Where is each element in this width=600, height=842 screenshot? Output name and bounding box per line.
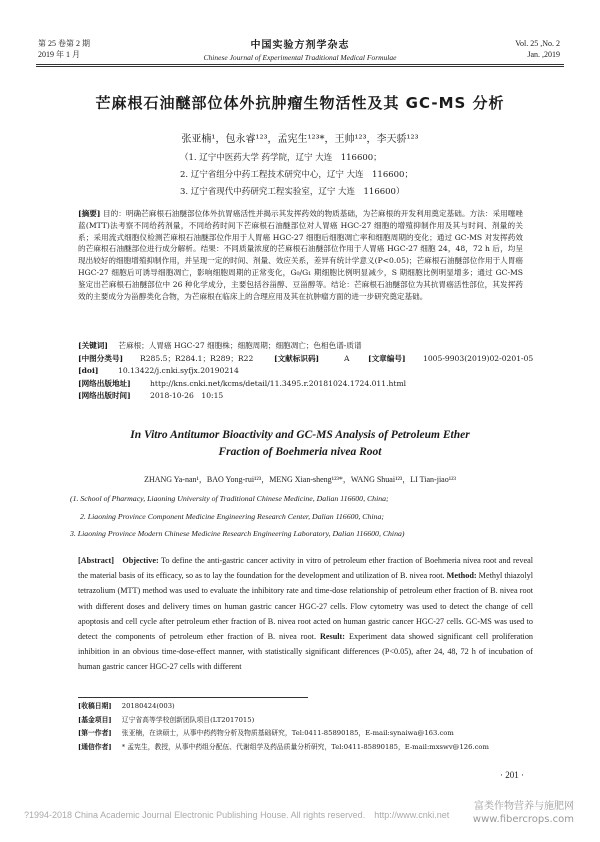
doc-code-value: A xyxy=(344,353,350,363)
footnote-first-author xyxy=(78,727,538,741)
author-list-cn: 张亚楠¹，包永睿¹²³，孟宪生¹²³*，王帅¹²³，李天骄¹²³ xyxy=(181,134,419,145)
keywords-value: 芒麻根；人胃癌 HGC-27 细胞株；细胞周期；细胞凋亡；色相色谱-质谱 xyxy=(118,341,362,350)
title-text-part: Antitumor Bioactivity and GC-MS Analysis of Petroleum Ether xyxy=(167,429,470,441)
online-date-value: 2018-10-26 10:15 xyxy=(150,391,224,400)
affiliation-en: 2. Liaoning Province Component Medicine Engineering Research Center, Dalian 116600, China; xyxy=(80,511,384,521)
keywords-row xyxy=(78,340,523,353)
footnote-funding xyxy=(78,714,538,728)
clc-label: [中图分类号] xyxy=(78,353,124,363)
abstract-cn xyxy=(78,208,523,302)
title-text-part: Fraction of xyxy=(218,446,276,458)
online-date-row xyxy=(78,390,523,403)
date-en: Jan. ,2019 xyxy=(527,50,560,59)
article-title-cn: 芒麻根石油醚部位体外抗肿瘤生物活性及其 GC-MS 分析 xyxy=(95,94,505,112)
journal-volume-issue xyxy=(38,38,90,60)
header-rule xyxy=(36,64,564,65)
journal-name-cn: 中国实验方剂学杂志 xyxy=(250,40,350,51)
title-species-name: Boehmeria nivea xyxy=(275,446,357,458)
author-list-en: ZHANG Ya-nan¹，BAO Yong-rui¹²³，MENG Xian-sheng¹²³*，WANG Shuai¹²³，LI Tian-jiao¹²³ xyxy=(144,475,456,484)
result-text: Experiment data showed significant cell proliferation inhibition in an obvious time-dose-effect manner, with statistically significant differences (P<0.05), after 24, 48, 72 h of incubation of human gastric cancer HGC-27 cells with different xyxy=(78,632,534,672)
doi-row xyxy=(78,365,523,378)
copyright-notice: ?1994-2018 China Academic Journal Electronic Publishing House. All rights reserved. http://www.cnki.net xyxy=(24,810,450,820)
affiliation-en: (1. School of Pharmacy, Liaoning University of Traditional Chinese Medicine, Dalian 116600, China; xyxy=(70,494,389,503)
method-label: Method: xyxy=(446,571,477,581)
date-cn: 2019 年 1 月 xyxy=(38,50,80,59)
doi-label: [doi] xyxy=(78,366,99,375)
affiliation-en: 3. Liaoning Province Modern Chinese Medicine Research Engineering Laboratory, Dalian 116600, China) xyxy=(70,529,405,538)
footnote-text: 张亚楠，在读硕士，从事中药药物分析及物质基础研究，Tel:0411-85890185，E-mail:synaiwa@163.com xyxy=(121,729,454,737)
doc-code-label: [文献标识码] xyxy=(274,353,320,363)
title-italic-part: In Vitro xyxy=(130,429,168,441)
footnote-received xyxy=(78,700,538,714)
article-no-label: [文章编号] xyxy=(368,353,406,363)
footnote-text: * 孟宪生，教授，从事中药组分配伍、代谢组学及药品质量分析研究，Tel:0411-85890185，E-mail:mxswv@126.com xyxy=(121,742,489,751)
objective-text: To define the anti-gastric cancer activity in vitro of petroleum ether fraction of Boehmeria nivea root and reveal the material basis of its efficacy, so as to lay the foundation for the development and utilization of B. nivea root. xyxy=(78,556,533,581)
affiliations-cn xyxy=(180,150,510,201)
objective-label: Objective: xyxy=(122,556,159,565)
affiliation-cn: 2. 辽宁省组分中药工程技术研究中心，辽宁 大连 116600； xyxy=(180,170,413,180)
header-rule-thin xyxy=(36,66,564,67)
result-label: Result: xyxy=(319,632,345,642)
abstract-label-cn: [摘要] xyxy=(78,209,101,218)
affiliation-cn: 3. 辽宁省现代中药研究工程实验室，辽宁 大连 116600） xyxy=(180,187,405,197)
footnote-label: [第一作者] xyxy=(78,729,112,737)
site-watermark xyxy=(473,800,574,826)
online-url-label: [网络出版地址] xyxy=(78,378,131,388)
online-date-label: [网络出版时间] xyxy=(78,391,131,400)
title-line-1 xyxy=(60,427,540,444)
keywords-label: [关键词] xyxy=(78,341,108,350)
footnote-text: 辽宁省高等学校创新团队项目(LT2017015) xyxy=(121,715,255,724)
footnote-label: [基金项目] xyxy=(78,715,112,724)
article-no-value: 1005-9903(2019)02-0201-05 xyxy=(423,353,534,363)
article-title-en xyxy=(60,427,540,461)
online-url-row xyxy=(78,378,523,391)
doi-value: 10.13422/j.cnki.syfjx.20190214 xyxy=(118,366,239,375)
online-url-value[interactable]: http://kns.cnki.net/kcms/detail/11.3495.r.20181024.1724.011.html xyxy=(150,378,407,388)
journal-name xyxy=(150,36,450,62)
volume-issue-cn: 第 25 卷第 2 期 xyxy=(38,39,90,48)
title-text-part: Root xyxy=(356,446,382,458)
watermark-url: www.fibercrops.com xyxy=(472,814,574,825)
footnote-corresponding-author xyxy=(78,741,538,755)
abstract-label-en: [Abstract] xyxy=(78,556,114,565)
title-line-2 xyxy=(60,444,540,461)
watermark-text: 富类作物营养与施肥网 xyxy=(474,801,574,812)
clc-value: R285.5；R284.1；R289；R22 xyxy=(140,353,254,363)
footnote-rule xyxy=(78,697,308,698)
article-metadata-cn xyxy=(78,340,534,403)
journal-volume-issue-en xyxy=(515,38,560,60)
abstract-text-cn: 目的：明确芒麻根石油醚部位体外抗胃癌活性并揭示其发挥药效的物质基础，为芒麻根的开发利用奠定基础。方法：采用噻唑蓝(MTT)法考察不同给药剂量，不同给药时间下芒麻根石油醚部位对人胃癌 HGC-27 细胞的增殖抑制作用及其与时间、剂量的关系；采用流式细胞仪检测芒麻根石油醚部位作用于人胃癌 HGC-27 细胞后细胞凋亡率和细胞周期的变化；通过 GC-MS 对发挥药效的芒麻根石油醚部位进行成分解析。结果：不同质量浓度的芒麻根石油醚部位作用于人胃癌 HGC-27 细胞 24，48，72 h 后，均呈现出较好的细胞增殖抑制作用，并呈现一定的时间、剂量、效应关系，差异有统计学意义(P<0.05)；芒麻根石油醚部位作用于人胃癌 HGC-27 细胞后可诱导细胞凋亡，影响细胞周期的正常变化，G₀/G₁ 期细胞比例明显减少，S 期细胞比例明显增多；通过 GC-MS 鉴定出芒麻根石油醚部位中 26 种化学成分，主要包括谷甾醇、豆甾醇等。结论：芒麻根石油醚部位为其抗胃癌活性部位，其发挥药效的主要成分为甾醇类化合物，为芒麻根在临床上的合理应用及其在抗肿瘤方面的进一步研究奠定基础。 xyxy=(78,209,524,301)
classification-row xyxy=(78,353,534,366)
journal-name-en: Chinese Journal of Experimental Traditional Medical Formulae xyxy=(203,53,397,62)
method-text: Methyl thiazolyl tetrazolium (MTT) method was used to evaluate the inhibitory rate and time-dose relationship of petroleum ether fraction of B. nivea root with different doses and delivery times on human gastric cancer HGC-27 cells. Flow cytometry was used to detect the change of cell apoptosis and cell cycle after petroleum ether fraction of B. nivea root acted on human gastric cancer HGC-27 cells. GC-MS was used to detect the components of petroleum ether fraction of B. nivea root. xyxy=(78,571,534,642)
footnote-label: [通信作者] xyxy=(78,742,112,751)
affiliations-en xyxy=(70,490,550,543)
abstract-en xyxy=(78,553,533,675)
affiliation-cn: （1. 辽宁中医药大学 药学院，辽宁 大连 116600； xyxy=(180,153,382,163)
footnote-label: [收稿日期] xyxy=(78,702,112,710)
footnote-text: 20180424(003) xyxy=(121,702,175,710)
page-number: · 201 · xyxy=(500,770,524,780)
footnotes xyxy=(78,700,538,754)
volume-issue-en: Vol. 25 ,No. 2 xyxy=(515,39,560,48)
